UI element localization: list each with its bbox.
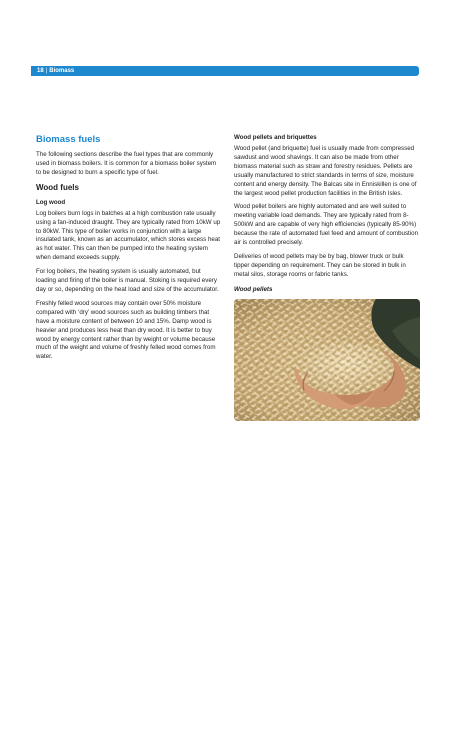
pellets-paragraph-3: Deliveries of wood pellets may be by bag, blower truck or bulk tipper depending on requirement. They can be stored in bulk in metal silos, storage rooms or fabric tanks.	[234, 252, 406, 278]
photo-caption: Wood pellets	[234, 285, 273, 293]
pellets-paragraph-1: Wood pellet (and briquette) fuel is usually made from compressed sawdust and wood shavings. It can also be made from other biomass material such as straw and forestry residues. Pellets are usually manufactured to strict standards in terms of size, moisture content and energy density. The Balcas site in Enniskillen is one of the largest wood pellet production facilities in the British Isles.	[234, 145, 417, 197]
log-wood-paragraph-1: Log boilers burn logs in batches at a high combustion rate usually using a fan-induced draught. They are typically rated from 10kW up to 80kW. This type of boiler works in conjunction with a large insulated tank, known as an accumulator, which stores excess heat as hot water. This can then be pumped into the heating system when demand exceeds supply.	[36, 209, 221, 262]
log-wood-paragraph-3: Freshly felled wood sources may contain over 50% moisture compared with ‘dry’ wood sources such as building timbers that have a moisture content of between 10 and 15%. Damp wood is heavier and produces less heat than dry wood. It is better to buy wood by energy content rather than by weight or volume because much of the weight and volume of freshly felled wood comes from water.	[36, 299, 216, 361]
page-title: Biomass fuels	[36, 134, 101, 145]
intro-paragraph: The following sections describe the fuel types that are commonly used in biomass boilers. It is common for a biomass boiler system to be designed to burn a specific type of fuel.	[36, 151, 217, 176]
wood-pellets-heading: Wood pellets and briquettes	[234, 134, 317, 141]
header-separator: |	[45, 68, 48, 74]
section-name: Biomass	[49, 68, 75, 74]
right-column	[234, 134, 420, 421]
pellets-paragraph-2: Wood pellet boilers are highly automated and are well suited to meeting variable load demands. They are typically rated from 8-500kW and are capable of very high efficiencies (typically 85-90%) because the rate of automated fuel feed and amount of combustion air is controlled precisely.	[234, 203, 419, 247]
page-header-bar	[31, 66, 419, 76]
wood-pellets-photo	[234, 299, 420, 421]
wood-fuels-heading: Wood fuels	[36, 182, 79, 192]
log-wood-paragraph-2: For log boilers, the heating system is usually automated, but loading and firing of the boiler is manual. Stoking is required every day or so, depending on the heat load and size of the accumulator.	[36, 268, 219, 293]
log-wood-heading: Log wood	[36, 198, 66, 206]
page-number: 18	[37, 68, 44, 74]
left-column	[36, 134, 222, 367]
